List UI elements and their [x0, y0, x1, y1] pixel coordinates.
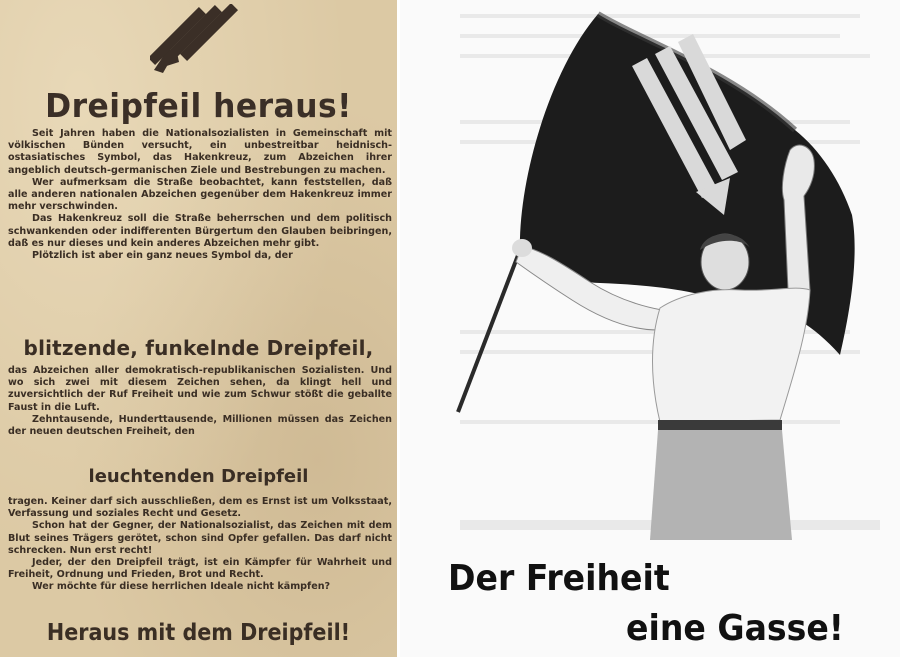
hand: [512, 239, 532, 257]
poster-caption-line-1: Der Freiheit: [448, 558, 670, 599]
flag-pole: [458, 250, 520, 412]
paragraph: Plötzlich ist aber ein ganz neues Symbol da, der: [32, 250, 293, 262]
paragraph: Zehntausende, Hunderttausende, Millionen müssen das Zeichen der neuen deutschen Freiheit, den: [8, 413, 392, 438]
leaflet-headline: Dreipfeil heraus!: [45, 86, 352, 125]
paragraph: Jeder, der den Dreipfeil trägt, ist ein Kämpfer für Wahrheit und Freiheit, Ordnung und Frieden, Brot und Recht.: [8, 557, 392, 581]
paragraph: Wer möchte für diese herrlichen Ideale nicht kämpfen?: [32, 581, 331, 593]
dreipfeil-leaflet: [0, 0, 397, 657]
paragraph: Seit Jahren haben die Nationalsozialisten in Gemeinschaft mit völkischen Bünden versucht, ein unbestreitbar heidnisch-ostasiatisches Symbol, das Hakenkreuz, zum Abzeichen ihrer angeblich deutsch-germanischen Ziele und Bestrebungen zu machen.: [8, 128, 392, 176]
shirt: [653, 288, 811, 422]
paragraph: tragen. Keiner darf sich ausschließen, dem es Ernst ist um Volksstaat, Verfassung und soziales Recht und Gesetz.: [8, 496, 392, 520]
trousers: [650, 430, 792, 540]
leaflet-text-block-3: [8, 496, 392, 594]
three-arrows-icon: [150, 4, 240, 82]
leaflet-subhead-1: blitzende, funkelnde Dreipfeil,: [23, 336, 374, 360]
leaflet-subhead-2: leuchtenden Dreipfeil: [88, 466, 309, 487]
paragraph: Wer aufmerksam die Straße beobachtet, kann feststellen, daß alle anderen nationalen Abzeichen gegenüber dem Hakenkreuz immer mehr verschwinden.: [8, 176, 392, 213]
paragraph: Schon hat der Gegner, der Nationalsozialist, das Zeichen mit dem Blut seines Trägers gerötet, schon sind Opfer gefallen. Das darf nicht schrecken. Nun erst recht!: [8, 520, 392, 556]
poster-caption-line-2: eine Gasse!: [626, 608, 844, 649]
leaflet-text-block-2: [8, 365, 392, 438]
leaflet-text-block-1: [8, 128, 392, 262]
flag-bearer-illustration: [400, 0, 900, 560]
paragraph: das Abzeichen aller demokratisch-republikanischen Sozialisten. Und wo sich zwei mit diesem Zeichen sehen, da klingt hell und zuversichtlich der Ruf Freiheit und wie zum Schwur stößt die geballte Faust in die Luft.: [8, 365, 392, 413]
freiheit-poster: [400, 0, 900, 657]
belt: [658, 420, 782, 430]
leaflet-final-line: Heraus mit dem Dreipfeil!: [46, 620, 351, 646]
paragraph: Das Hakenkreuz soll die Straße beherrschen und dem politisch schwankenden oder indifferenten Bürgertum den Glauben beibringen, daß es nur dieses und kein anderes Abzeichen mehr gibt.: [8, 213, 392, 249]
